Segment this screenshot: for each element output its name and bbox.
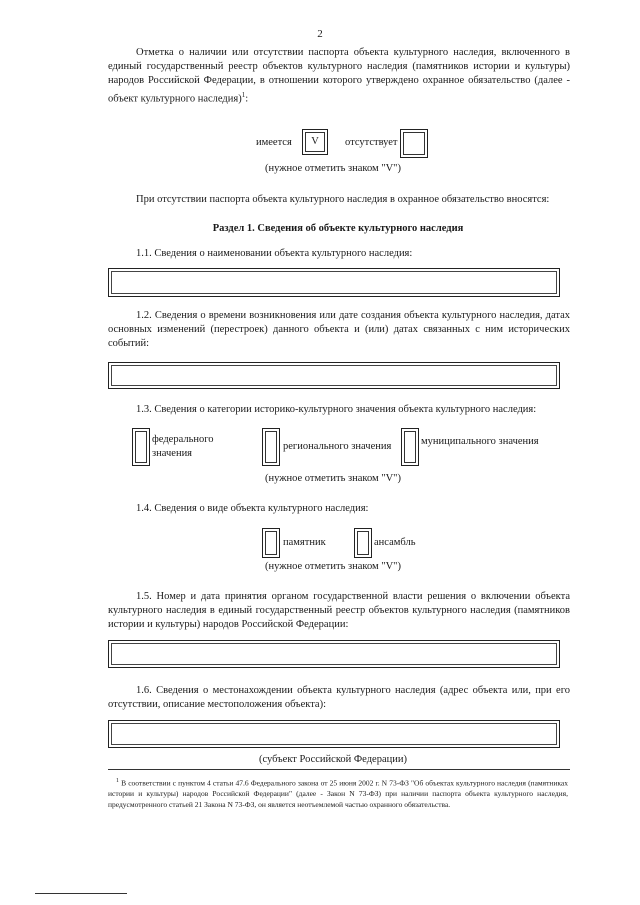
- bottom-rule: [35, 893, 127, 894]
- object-dates-field[interactable]: [108, 362, 560, 389]
- footnote-text: В соответствии с пунктом 4 статьи 47.6 Федерального закона от 25 июня 2002 г. N 73-ФЗ "Об объектах культурного наследия (памятниках истории и культуры) народов Российской Федерации" (далее - Закон N 73-ФЗ) при наличии паспорта объекта культурного наследия, предусмотренного статьей 21 Закона N 73-ФЗ, он является неотъемлемой частью охранного обязательства.: [108, 778, 569, 809]
- footnote-mark: 1: [116, 778, 119, 784]
- category-regional-checkbox[interactable]: [262, 428, 280, 466]
- passport-intro-text: Отметка о наличии или отсутствии паспорта объекта культурного наследия, включенного в единый государственный реестр объектов культурного наследия (памятников истории и культуры) народов Российской Федерации, в отношении которого утверждено охранное обязательство (далее - объект культурного наследия): [108, 47, 570, 105]
- passport-has-mark: V: [311, 136, 319, 147]
- kind-monument-checkbox[interactable]: [262, 528, 280, 558]
- item-1-5-label: 1.5. Номер и дата принятия органом государственной власти решения о включении объекта культурного наследия в единый государственный реестр объектов культурного наследия (памятников истории и культуры) народов Российской Федерации:: [108, 591, 570, 630]
- kind-ensemble-label: ансамбль: [374, 537, 416, 548]
- item-1-3-label: 1.3. Сведения о категории историко-культурного значения объекта культурного наследия:: [136, 404, 537, 415]
- passport-absent-checkbox[interactable]: [400, 129, 428, 158]
- item-1-6-label: 1.6. Сведения о местонахождении объекта культурного наследия (адрес объекта или, при его отсутствии, описание местоположения объекта):: [108, 685, 570, 710]
- passport-hint: (нужное отметить знаком "V"): [265, 163, 401, 174]
- item-1-4-label: 1.4. Сведения о виде объекта культурного наследия:: [136, 503, 369, 514]
- kind-hint: (нужное отметить знаком "V"): [265, 561, 401, 572]
- kind-monument-label: памятник: [283, 537, 326, 548]
- category-federal-label: федерального значения: [152, 434, 214, 459]
- passport-has-label: имеется: [256, 137, 292, 148]
- passport-absent-label: отсутствует: [345, 137, 398, 148]
- location-field[interactable]: [108, 720, 560, 748]
- item-1-1-label: 1.1. Сведения о наименовании объекта культурного наследия:: [136, 248, 413, 259]
- passport-intro: [108, 46, 570, 107]
- category-hint: (нужное отметить знаком "V"): [265, 473, 401, 484]
- kind-ensemble-checkbox[interactable]: [354, 528, 372, 558]
- object-name-field[interactable]: [108, 268, 560, 297]
- item-1-2-label: 1.2. Сведения о времени возникновения или дате создания объекта культурного наследия, датах основных изменений (перестроек) данного объекта и (или) датах связанных с ним исторических событий:: [108, 310, 570, 349]
- footnote-ref: 1: [241, 91, 246, 99]
- registry-decision-field[interactable]: [108, 640, 560, 668]
- passport-intro-tail: :: [245, 93, 249, 105]
- footnote-divider: [108, 769, 570, 770]
- absence-note: При отсутствии паспорта объекта культурного наследия в охранное обязательство вносятся:: [136, 194, 550, 205]
- category-municipal-label: муниципального значения: [421, 436, 539, 447]
- passport-has-checkbox[interactable]: [302, 129, 328, 155]
- category-municipal-checkbox[interactable]: [401, 428, 419, 466]
- subject-caption: (субъект Российской Федерации): [259, 754, 407, 765]
- footnote: [108, 776, 568, 810]
- category-regional-label: регионального значения: [283, 441, 392, 452]
- category-federal-checkbox[interactable]: [132, 428, 150, 466]
- section-1-title: Раздел 1. Сведения об объекте культурного наследия: [212, 223, 464, 234]
- page-number: 2: [317, 28, 323, 40]
